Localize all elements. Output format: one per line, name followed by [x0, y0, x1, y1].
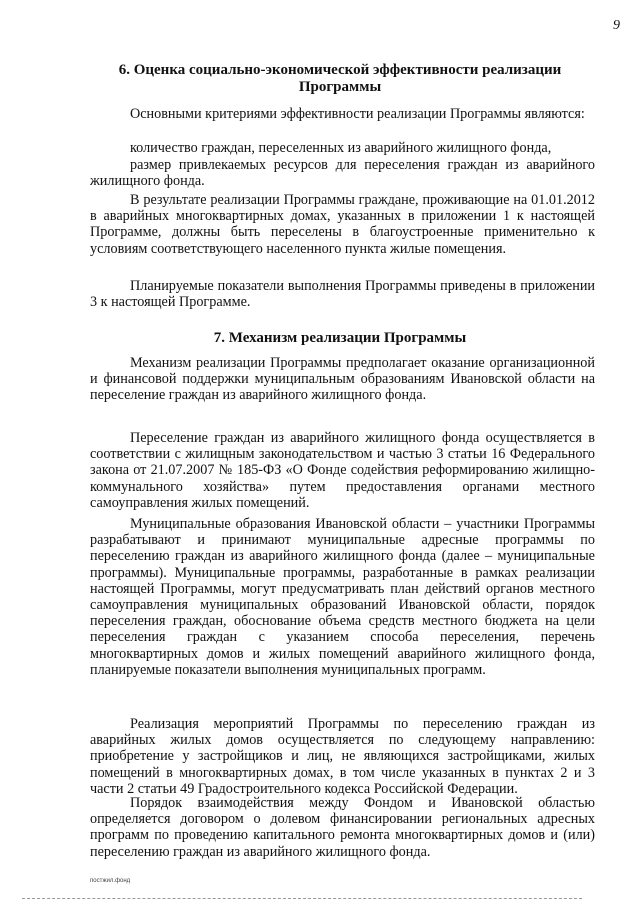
- footer-divider: [22, 898, 582, 899]
- section-7-paragraph-5: Порядок взаимодействия между Фондом и Ивановской областью определяется договором о долевом финансировании региональных адресных программ по проведению капитального ремонта многоквартирных домов и (или) переселению граждан из аварийного жилищного фонда.: [90, 795, 595, 860]
- section-6-paragraph-1: Основными критериями эффективности реализации Программы являются:: [130, 106, 585, 122]
- section-7-paragraph-3: Муниципальные образования Ивановской области – участники Программы разрабатывают и принимают муниципальные адресные программы по переселению граждан из аварийного жилищного фонда (далее – муниципальные программы). Муниципальные программы, разработанные в рамках реализации настоящей Программы, могут предусматривать план действий органов местного самоуправления муниципальных образований Ивановской области, порядок переселения граждан, обоснование объема средств местного бюджета на цели переселения граждан с указанием способа переселения, перечень многоквартирных домов и жилых помещений аварийного жилищного фонда, планируемые показатели выполнения муниципальных программ.: [90, 516, 595, 678]
- section-6-paragraph-5: Планируемые показатели выполнения Программы приведены в приложении 3 к настоящей Программе.: [90, 278, 595, 311]
- section-7-heading: 7. Механизм реализации Программы: [213, 330, 467, 346]
- section-7-paragraph-4: Реализация мероприятий Программы по переселению граждан из аварийных жилых домов осуществляется по следующему направлению: приобретение у застройщиков и лиц, не являющихся застройщиками, жилых помещений в многоквартирных домах, в том числе указанных в пунктах 2 и 3 части 2 статьи 49 Градостроительного кодекса Российской Федерации.: [90, 716, 595, 797]
- section-7-paragraph-2: Переселение граждан из аварийного жилищного фонда осуществляется в соответствии с жилищным законодательством и частью 3 статьи 16 Федерального закона от 21.07.2007 № 185-ФЗ «О Фонде содействия реформированию жилищно-коммунального хозяйства» путем предоставления органами местного самоуправления жилых помещений.: [90, 430, 595, 511]
- section-6-title-line1: 6. Оценка социально-экономической эффективности реализации: [118, 62, 562, 78]
- section-6-heading: [90, 62, 590, 96]
- section-6-paragraph-3: размер привлекаемых ресурсов для переселения граждан из аварийного жилищного фонда.: [90, 157, 595, 190]
- page-number: 9: [613, 18, 620, 33]
- section-6-title-line2: Программы: [298, 79, 382, 95]
- section-6-paragraph-4: В результате реализации Программы граждане, проживающие на 01.01.2012 в аварийных многоквартирных домах, указанных в приложении 1 к настоящей Программе, должны быть переселены в благоустроенные применительно к условиям соответствующего населенного пункта жилые помещения.: [90, 192, 595, 257]
- footer-file-note: постжил.фонд: [90, 878, 131, 884]
- section-7-paragraph-1: Механизм реализации Программы предполагает оказание организационной и финансовой поддержки муниципальным образованиям Ивановской области на переселение граждан из аварийного жилищного фонда.: [90, 355, 595, 404]
- section-6-paragraph-2: количество граждан, переселенных из аварийного жилищного фонда,: [130, 140, 552, 156]
